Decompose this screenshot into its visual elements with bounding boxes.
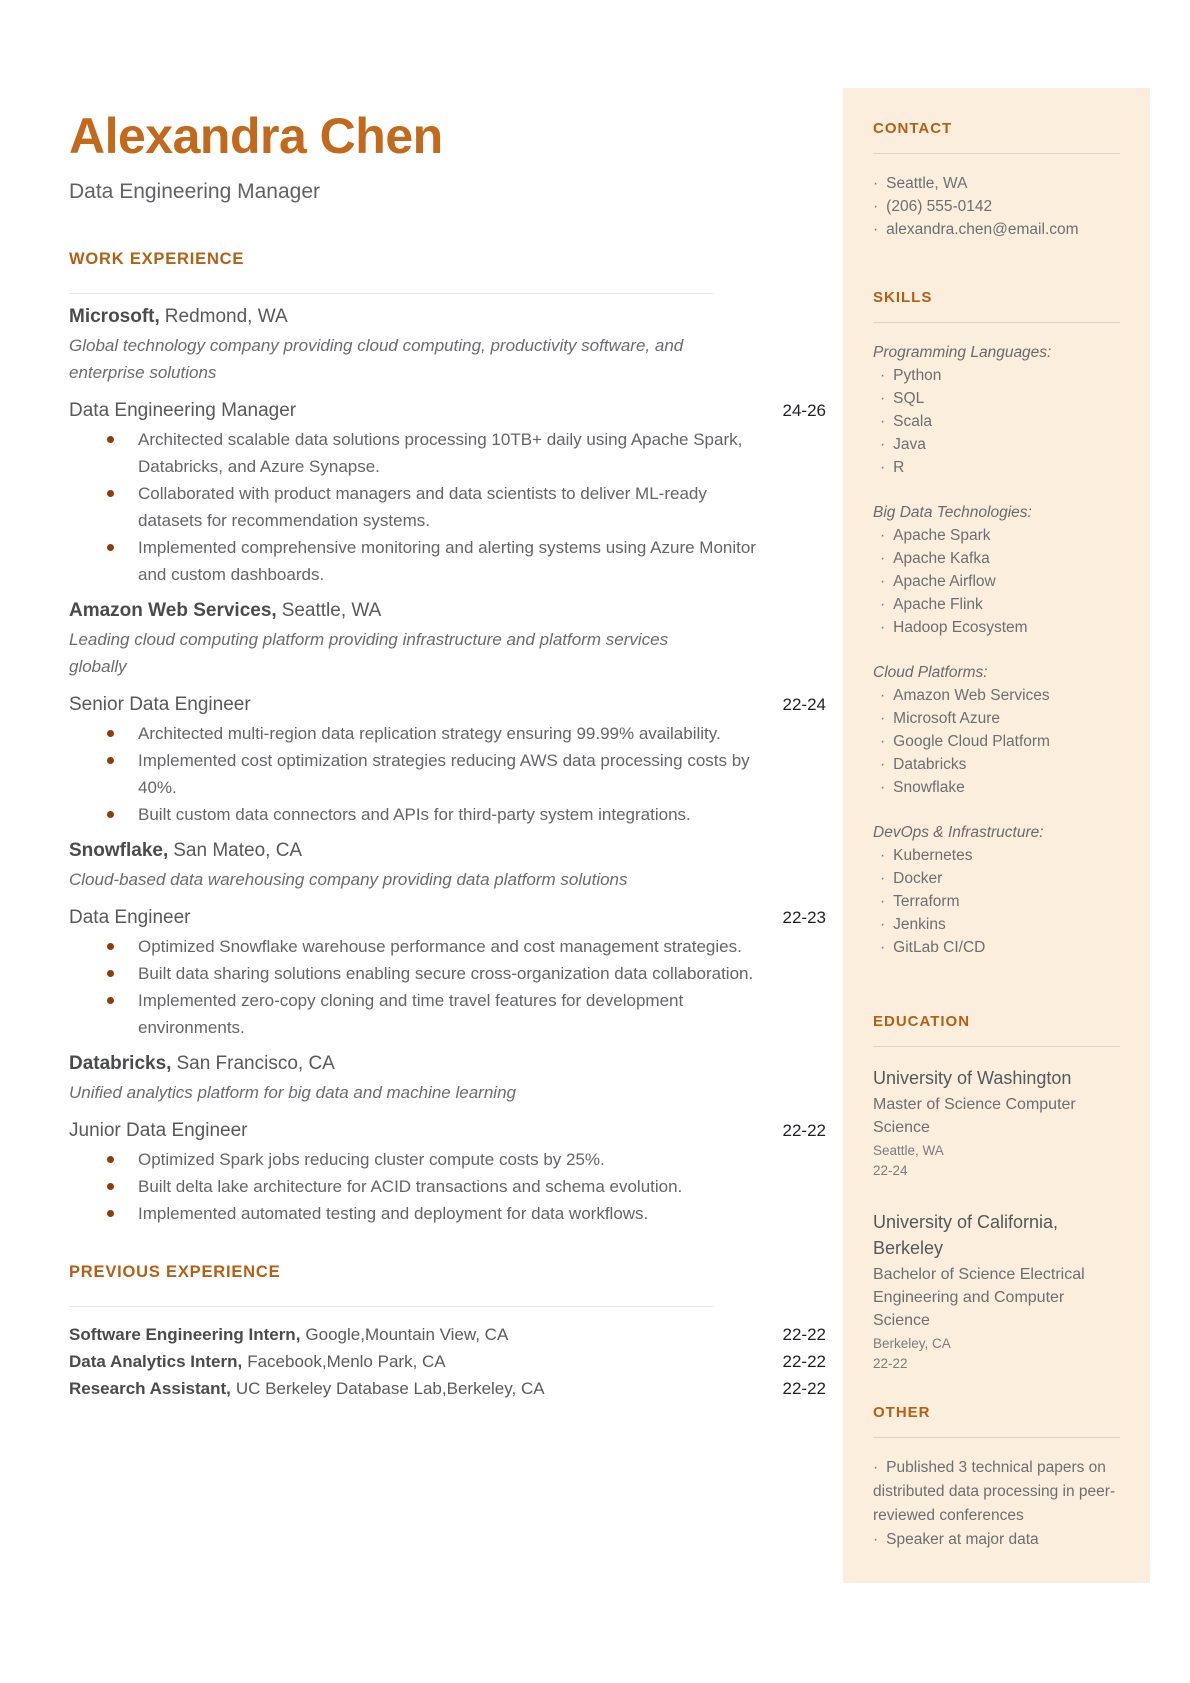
role-title: Data Engineer [69,907,191,928]
person-name: Alexandra Chen [69,108,443,164]
previous-role-org: UC Berkeley Database Lab,Berkeley, CA [235,1379,545,1398]
company-location: San Francisco, CA [176,1053,335,1074]
skill-item: · Scala [873,410,1120,433]
role-row [69,907,826,929]
role-bullet-list [69,426,826,588]
bullet-dot-icon [107,544,114,551]
previous-experience-row [69,1375,826,1402]
role-bullet-list [69,720,826,828]
skill-group [873,501,1120,639]
bullet-dot-icon [107,436,114,443]
skill-group [873,661,1120,799]
skill-item: · Hadoop Ecosystem [873,616,1120,639]
bullet-item [69,801,756,828]
previous-role-line [69,1375,545,1402]
company-name-line [69,598,826,624]
skill-items [873,364,1120,479]
bullet-dot-icon [107,997,114,1004]
skill-item: · Terraform [873,890,1120,913]
skill-item: · Amazon Web Services [873,684,1120,707]
previous-experience-heading: PREVIOUS EXPERIENCE [69,1263,281,1281]
skill-items [873,684,1120,799]
contact-section [873,120,1120,241]
school-dates: 22-22 [873,1356,908,1371]
bullet-item [69,933,756,960]
role-dates: 22-23 [782,908,826,927]
role-row [69,694,826,716]
school-location: Berkeley, CA [873,1336,951,1351]
school-dates: 22-24 [873,1163,908,1178]
sidebar [843,88,1150,1583]
previous-role-org: Facebook,Menlo Park, CA [247,1352,446,1371]
bullet-item [69,1200,756,1227]
company-name: Amazon Web Services, [69,600,277,621]
role-dates: 24-26 [782,401,826,420]
bullet-item [69,747,756,801]
previous-role-title: Software Engineering Intern, [69,1325,301,1344]
bullet-dot-icon [107,1210,114,1217]
skill-item: · Kubernetes [873,844,1120,867]
bullet-text: Optimized Spark jobs reducing cluster compute costs by 25%. [138,1150,605,1169]
company-name-line [69,838,826,864]
other-section [873,1404,1120,1552]
role-dates: 22-22 [782,1121,826,1140]
company-block [69,838,826,1041]
education-divider [873,1046,1120,1047]
skill-item: · Databricks [873,753,1120,776]
bullet-text: Implemented automated testing and deployment for data workflows. [138,1204,649,1223]
bullet-dot-icon [107,811,114,818]
bullet-text: Optimized Snowflake warehouse performance and cost management strategies. [138,937,742,956]
role-title: Senior Data Engineer [69,694,251,715]
education-section [873,1013,1120,1374]
bullet-text: Architected scalable data solutions processing 10TB+ daily using Apache Spark, Databricks, and Azure Synapse. [138,430,743,476]
skill-group-label: Programming Languages: [873,344,1052,361]
role-title: Data Engineering Manager [69,400,297,421]
role-title: Junior Data Engineer [69,1120,248,1141]
company-name-line [69,304,826,330]
bullet-item [69,1146,756,1173]
other-item: · Published 3 technical papers on distributed data processing in peer-reviewed conferences [873,1456,1120,1528]
bullet-text: Implemented cost optimization strategies reducing AWS data processing costs by 40%. [138,751,750,797]
previous-role-line [69,1348,446,1375]
role-bullet-list [69,1146,826,1227]
contact-item: · alexandra.chen@email.com [873,218,1120,241]
previous-experience-row [69,1321,826,1348]
school-degree: Bachelor of Science Electrical Engineering and Computer Science [873,1266,1085,1329]
role-row [69,1120,826,1142]
skills-heading: SKILLS [873,289,933,306]
company-name-line [69,1051,826,1077]
company-description: Cloud-based data warehousing company providing data platform solutions [69,870,628,889]
skill-item: · Apache Flink [873,593,1120,616]
bullet-dot-icon [107,943,114,950]
previous-role-org: Google,Mountain View, CA [305,1325,509,1344]
bullet-dot-icon [107,1156,114,1163]
company-location: San Mateo, CA [173,840,303,861]
skill-item: · Google Cloud Platform [873,730,1120,753]
bullet-item [69,426,756,480]
previous-experience-list [69,1321,826,1402]
company-description: Global technology company providing cloud computing, productivity software, and enterprise solutions [69,336,684,382]
previous-role-title: Research Assistant, [69,1379,231,1398]
previous-experience-row [69,1348,826,1375]
skills-divider [873,322,1120,323]
skill-item: · Apache Airflow [873,570,1120,593]
previous-role-dates: 22-22 [782,1379,826,1398]
work-experience-heading: WORK EXPERIENCE [69,250,245,268]
bullet-dot-icon [107,490,114,497]
skill-item: · Snowflake [873,776,1120,799]
school-degree: Master of Science Computer Science [873,1096,1076,1136]
education-entry [873,1209,1120,1374]
bullet-dot-icon [107,730,114,737]
role-row [69,400,826,422]
bullet-item [69,1173,756,1200]
other-list [873,1456,1120,1552]
previous-experience-divider [69,1306,714,1307]
skill-item: · Python [873,364,1120,387]
skill-item: · Apache Spark [873,524,1120,547]
skill-item: · Microsoft Azure [873,707,1120,730]
previous-role-dates: 22-22 [782,1325,826,1344]
previous-role-dates: 22-22 [782,1352,826,1371]
bullet-item [69,987,756,1041]
bullet-item [69,480,756,534]
main-column [69,108,826,1402]
education-heading: EDUCATION [873,1013,971,1030]
other-divider [873,1437,1120,1438]
bullet-item [69,534,756,588]
work-experience-list [69,304,826,1227]
contact-item: · Seattle, WA [873,172,1120,195]
bullet-text: Built custom data connectors and APIs for third-party system integrations. [138,805,691,824]
company-name: Snowflake, [69,840,169,861]
skill-group-label: Big Data Technologies: [873,504,1032,521]
skills-section [873,289,1120,959]
skill-group [873,341,1120,479]
bullet-text: Built delta lake architecture for ACID transactions and schema evolution. [138,1177,683,1196]
company-location: Redmond, WA [164,306,288,327]
skill-item: · Java [873,433,1120,456]
skill-items [873,844,1120,959]
bullet-text: Built data sharing solutions enabling secure cross-organization data collaboration. [138,964,754,983]
work-experience-divider [69,293,714,294]
contact-divider [873,153,1120,154]
skill-group-label: Cloud Platforms: [873,664,988,681]
bullet-dot-icon [107,757,114,764]
skill-item: · R [873,456,1120,479]
company-block [69,304,826,588]
role-dates: 22-24 [782,695,826,714]
role-bullet-list [69,933,826,1041]
skill-item: · Jenkins [873,913,1120,936]
skill-item: · GitLab CI/CD [873,936,1120,959]
skill-group-label: DevOps & Infrastructure: [873,824,1044,841]
bullet-text: Collaborated with product managers and data scientists to deliver ML-ready datasets for recommendation systems. [138,484,707,530]
skill-item: · SQL [873,387,1120,410]
school-name: University of California, Berkeley [873,1212,1059,1258]
company-description: Leading cloud computing platform providing infrastructure and platform services globally [69,630,669,676]
company-block [69,1051,826,1227]
education-entry [873,1065,1120,1181]
previous-role-line [69,1321,508,1348]
previous-role-title: Data Analytics Intern, [69,1352,243,1371]
company-location: Seattle, WA [281,600,382,621]
bullet-text: Implemented zero-copy cloning and time travel features for development environments. [138,991,684,1037]
skill-group [873,821,1120,959]
bullet-dot-icon [107,970,114,977]
contact-list [873,172,1120,241]
other-item: · Speaker at major data [873,1528,1120,1552]
contact-item: · (206) 555-0142 [873,195,1120,218]
company-description: Unified analytics platform for big data and machine learning [69,1083,516,1102]
bullet-item [69,960,756,987]
skills-groups [873,341,1120,959]
school-location: Seattle, WA [873,1143,944,1158]
company-block [69,598,826,828]
skill-item: · Docker [873,867,1120,890]
bullet-dot-icon [107,1183,114,1190]
skill-item: · Apache Kafka [873,547,1120,570]
contact-heading: CONTACT [873,120,953,137]
person-job-title: Data Engineering Manager [69,180,320,203]
bullet-item [69,720,756,747]
skill-items [873,524,1120,639]
education-list [873,1065,1120,1374]
company-name: Microsoft, [69,306,160,327]
bullet-text: Implemented comprehensive monitoring and alerting systems using Azure Monitor and custom dashboards. [138,538,756,584]
other-heading: OTHER [873,1404,931,1421]
company-name: Databricks, [69,1053,172,1074]
school-name: University of Washington [873,1068,1072,1088]
bullet-text: Architected multi-region data replication strategy ensuring 99.99% availability. [138,724,721,743]
